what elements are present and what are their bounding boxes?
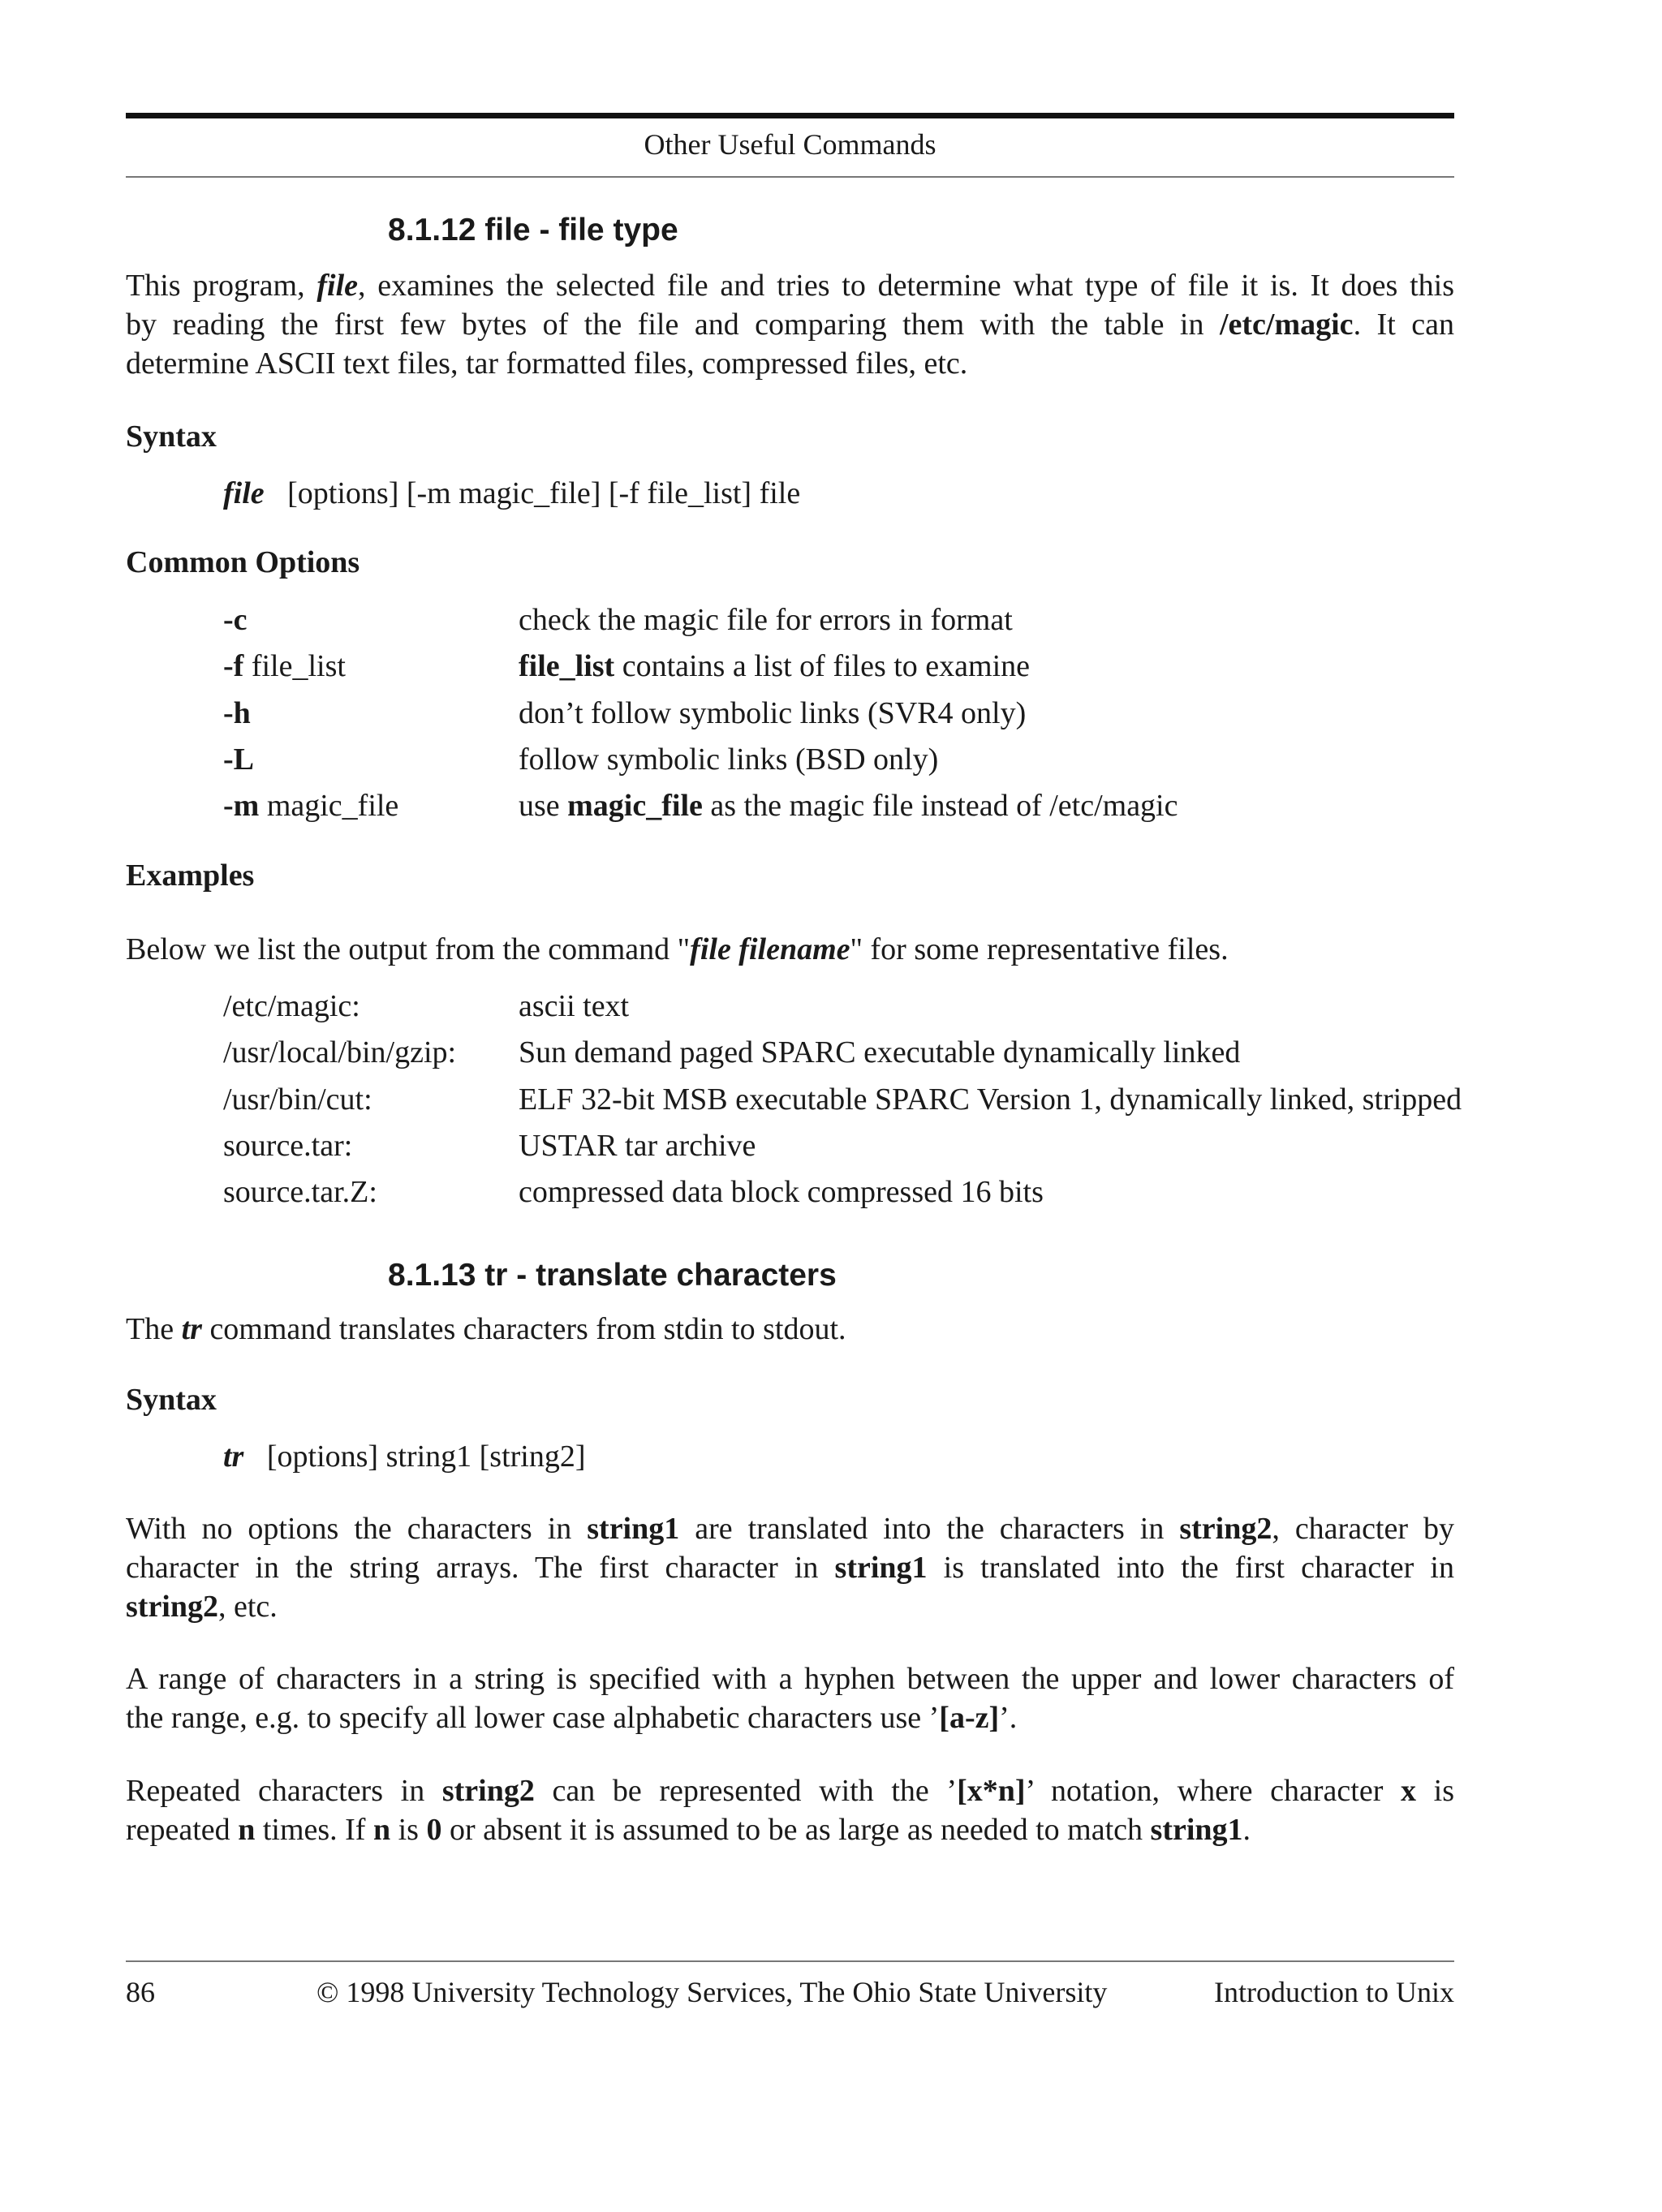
paragraph-line: Repeated characters in string2 can be represented with the ’[x*n]’ notation, where character x is (126, 1774, 1454, 1808)
page-number: 86 (126, 1976, 155, 2008)
paragraph-line: With no options the characters in string1 are translated into the characters in string2, character by (126, 1512, 1454, 1546)
example-row: /usr/local/bin/gzip: Sun demand paged SPARC executable dynamically linked (223, 1035, 1241, 1069)
running-header: Other Useful Commands (644, 128, 936, 161)
file-examples-label: Examples (126, 859, 255, 893)
paragraph-line: The tr command translates characters from stdin to stdout. (126, 1312, 846, 1346)
file-syntax-label: Syntax (126, 420, 217, 454)
command-args: [options] string1 [string2] (266, 1440, 586, 1474)
paragraph-line: string2, etc. (126, 1590, 278, 1624)
paragraph-line: repeated n times. If n is 0 or absent it is assumed to be as large as needed to match string1. (126, 1813, 1251, 1847)
book-title: Introduction to Unix (1214, 1976, 1454, 2008)
option-row: -f file_list file_list contains a list of files to examine (223, 649, 1031, 683)
footer-rule (126, 1960, 1454, 1962)
tr-syntax-line (223, 1437, 586, 1476)
command-name: tr (223, 1440, 244, 1474)
header-top-rule (126, 113, 1454, 118)
document-page (126, 0, 1462, 2212)
paragraph-line: the range, e.g. to specify all lower case alphabetic characters use ’[a-z]’. (126, 1701, 1018, 1735)
tr-paragraph-1 (126, 1509, 1454, 1626)
paragraph-line: A range of characters in a string is specified with a hyphen between the upper and lower characters of (126, 1662, 1454, 1696)
header-rule (126, 176, 1454, 178)
example-row: /usr/bin/cut: ELF 32-bit MSB executable SPARC Version 1, dynamically linked, stripped (223, 1082, 1462, 1117)
example-row: /etc/magic: ascii text (223, 989, 630, 1023)
file-intro-paragraph (126, 266, 1454, 383)
paragraph-line: This program, file, examines the selected file and tries to determine what type of file it is. It does this (126, 269, 1454, 303)
tr-syntax-label: Syntax (126, 1383, 217, 1417)
section-heading-tr: 8.1.13 tr - translate characters (388, 1258, 837, 1293)
option-row: -c check the magic file for errors in format (223, 603, 1013, 637)
file-syntax-line (223, 474, 800, 513)
tr-paragraph-3 (126, 1771, 1454, 1849)
command-args: [options] [-m magic_file] [-f file_list] file (287, 476, 801, 510)
paragraph-line: character in the string arrays. The first character in string1 is translated into the first character in (126, 1551, 1454, 1585)
option-row: -h don’t follow symbolic links (SVR4 only) (223, 696, 1027, 730)
option-row: -m magic_file use magic_file as the magic file instead of /etc/magic (223, 789, 1178, 823)
tr-paragraph-2 (126, 1659, 1454, 1737)
paragraph-line: by reading the first few bytes of the file and comparing them with the table in /etc/magic. It can (126, 308, 1454, 342)
paragraph-line: determine ASCII text files, tar formatted files, compressed files, etc. (126, 346, 968, 381)
examples-intro (126, 930, 1454, 969)
section-heading-file: 8.1.12 file - file type (388, 213, 678, 247)
example-row: source.tar.Z: compressed data block compressed 16 bits (223, 1175, 1044, 1209)
copyright-notice: © 1998 University Technology Services, The Ohio State University (316, 1976, 1108, 2008)
example-row: source.tar: USTAR tar archive (223, 1129, 756, 1163)
paragraph-line: Below we list the output from the command "file filename" for some representative files. (126, 932, 1229, 966)
tr-intro (126, 1310, 1454, 1349)
command-name: file (223, 476, 265, 510)
option-row: -L follow symbolic links (BSD only) (223, 742, 939, 777)
file-options-label: Common Options (126, 545, 360, 579)
